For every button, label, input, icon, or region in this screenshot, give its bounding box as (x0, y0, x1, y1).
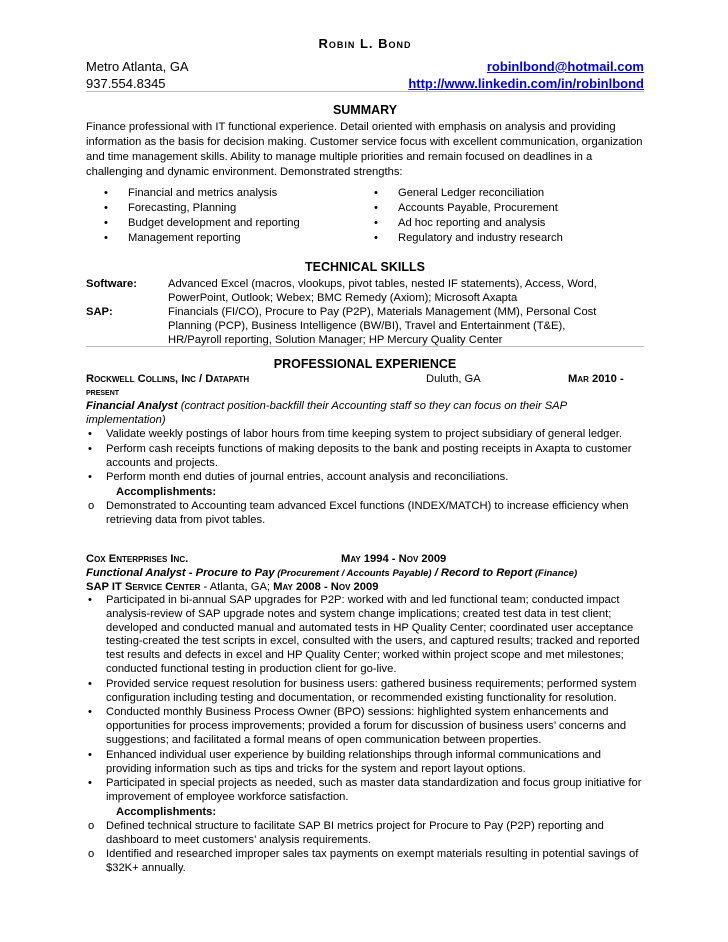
list-item: o Identified and researched improper sales tax payments on exempt materials resulting in potential savings of $32K+ annually. (88, 848, 639, 875)
sap-row (86, 305, 644, 347)
job1-bullets (86, 428, 644, 529)
job2-accomplishments-label: Accomplishments: (116, 805, 217, 818)
sap-line: Financials (FI/CO), Procure to Pay (P2P), Materials Management (MM), Personal Cost (168, 306, 597, 318)
strengths-left (86, 186, 356, 246)
job2-title: Functional Analyst - Procure to Pay (86, 567, 275, 579)
job1-dates: Mar 2010 - (568, 373, 624, 385)
summary-text: Finance professional with IT functional experience. Detail oriented with emphasis on analysis and providing information as the basis for decision making. Customer service focus with excellent communication, organization and time management skills. Ability to manage multiple priorities and remain focused on deadlines in a challenging and dynamic environment. Demonstrated strengths: (86, 121, 643, 178)
list-item: • Provided service request resolution for business users: gathered business requirements; performed system configuration including testing and documentation, or recommended existing functionality for resolution. (88, 677, 637, 704)
job1-title-note: (contract position-backfill their Accounting staff so they can focus on their SAP implementation) (86, 400, 567, 426)
list-item: • Management reporting (86, 231, 356, 246)
skills-divider (86, 346, 644, 347)
list-item: • Regulatory and industry research (356, 231, 644, 246)
job1-company: Rockwell Collins, Inc / Datapath (86, 373, 250, 385)
email-link[interactable]: robinlbond@hotmail.com (486, 59, 644, 74)
job2-bullets (86, 594, 644, 877)
software-label: Software: (86, 278, 137, 290)
location: Metro Atlanta, GA (86, 59, 189, 74)
list-item: • Perform month end duties of journal entries, account analysis and reconciliations. (88, 471, 509, 484)
job1-accomplishments-label: Accomplishments: (116, 486, 217, 499)
contact-right (408, 58, 644, 92)
list-item: o Defined technical structure to facilitate SAP BI metrics project for Procure to Pay (P2P) reporting and dashboard to meet customers’ analysis requirements. (88, 819, 604, 846)
job2-subtitle: SAP IT Service Center - Atlanta, GA; May 2008 - Nov 2009 (86, 581, 379, 593)
job1-header (86, 372, 644, 386)
list-item: • Ad hoc reporting and analysis (356, 216, 644, 231)
list-item: • Accounts Payable, Procurement (356, 201, 644, 216)
job1-location: Duluth, GA (426, 373, 481, 385)
list-item: • General Ledger reconciliation (356, 186, 644, 201)
sap-label: SAP: (86, 306, 113, 318)
list-item: • Participated in special projects as needed, such as master data standardization and focus group initiative for improvement of employee workforce satisfaction. (88, 777, 642, 804)
skills-heading: TECHNICAL SKILLS (305, 260, 425, 274)
job1-dates-cont: present (86, 387, 120, 398)
list-item: • Budget development and reporting (86, 216, 356, 231)
job2-company: Cox Enterprises Inc. (86, 553, 189, 565)
job2-header (86, 552, 644, 566)
job2-dates: May 1994 - Nov 2009 (341, 553, 447, 565)
list-item: • Enhanced individual user experience by building relationships through informal communications and providing information such as tips and tricks for the system and report layout options. (88, 748, 602, 775)
header-divider (86, 91, 644, 92)
strengths-right (356, 186, 644, 246)
sap-line: Planning (PCP), Business Intelligence (BW/BI), Travel and Entertainment (T&E), (168, 320, 566, 332)
list-item: o Demonstrated to Accounting team advanced Excel functions (INDEX/MATCH) to increase efficiency when retrieving data from pivot tables. (88, 499, 629, 526)
list-item: • Participated in bi-annual SAP upgrades for P2P: worked with and led functional team; conducted impact analysis-review of SAP upgrade notes and system change implications; created test data in test client; developed and conducted manual and automated tests in HP Quality Center; coordinated user acceptance testing-created the test scripts in excel, consulted with the users, and captured results; tracked and reported test results and defects in excel and HP Quality Center; worked within project scope and met milestones; conducted functional testing in production client for go-live. (88, 594, 640, 675)
list-item: • Conducted monthly Business Process Owner (BPO) sessions: highlighted system enhancements and opportunities for process improvements; provided a forum for discussion of business users’ concerns and suggestions; and facilitated a formal means of open communication between properties. (88, 706, 627, 746)
software-line: Advanced Excel (macros, vlookups, pivot tables, nested IF statements), Access, Word, (168, 278, 597, 290)
candidate-name: Robin L. Bond (318, 36, 412, 51)
software-line: PowerPoint, Outlook; Webex; BMC Remedy (Axiom); Microsoft Axapta (168, 292, 518, 304)
list-item: • Financial and metrics analysis (86, 186, 356, 201)
summary-heading: SUMMARY (332, 103, 398, 117)
experience-heading: PROFESSIONAL EXPERIENCE (273, 357, 457, 371)
list-item: • Forecasting, Planning (86, 201, 356, 216)
contact-left (86, 58, 189, 92)
job1-title-line (86, 399, 644, 427)
job2-title-line: Functional Analyst - Procure to Pay (Procurement / Accounts Payable) / Record to Report (Finance) (86, 567, 578, 579)
linkedin-link[interactable]: http://www.linkedin.com/in/robinlbond (408, 76, 644, 91)
list-item: • Perform cash receipts functions of making deposits to the bank and posting receipts in Axapta to customer accounts and projects. (88, 442, 632, 469)
sap-line: HR/Payroll reporting, Solution Manager; HP Mercury Quality Center (168, 334, 503, 346)
job1-title: Financial Analyst (86, 400, 178, 412)
software-row (86, 277, 644, 305)
list-item: • Validate weekly postings of labor hours from time keeping system to project subsidiary of general ledger. (88, 428, 622, 440)
phone: 937.554.8345 (86, 76, 166, 91)
